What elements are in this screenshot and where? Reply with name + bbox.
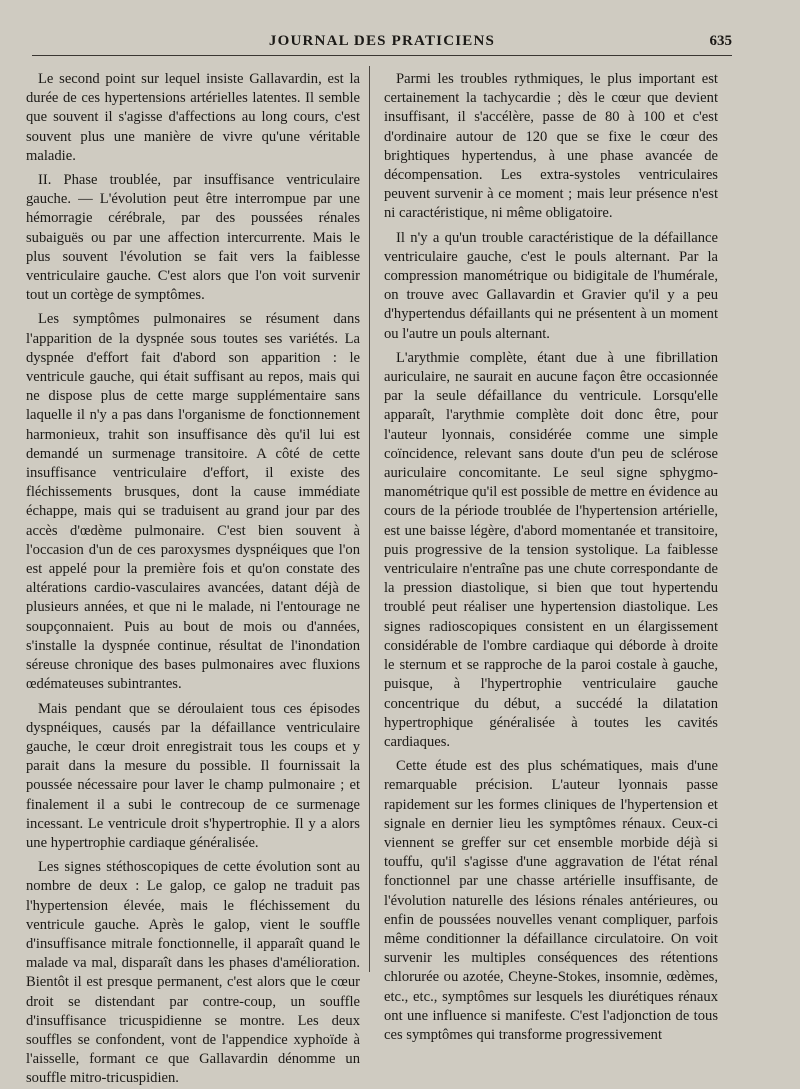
paragraph: Le second point sur lequel insiste Gallavardin, est la durée de ces hypertensions artérielles latentes. Il semble que souvent il s'agisse d'affections au long cours, c'est souvent plus une manière de vivre qu'une véritable maladie. (26, 71, 360, 164)
paragraph: Les signes stéthoscopiques de cette évolution sont au nombre de deux : Le galop, ce galop ne traduit pas l'hypertension élevée, mais le fléchissement du ventricule gauche. Après le galop, vient le souffle d'insuffisance mitrale fonctionnelle, il apparaît quand le malade va mal, disparaît dans les phases d'amélioration. Bientôt il est presque permanent, c'est alors que le cœur droit se distendant par contre-coup, un souffle d'insuffisance tricuspidienne se montre. Les deux souffles se confondent, vont de l'appendice xyphoïde à l'aisselle, formant ce que Gallavardin dénomme un souffle mitro-tricuspidien. (26, 859, 360, 1087)
paragraph: Il n'y a qu'un trouble caractéristique de la défaillance ventriculaire gauche, c'est le pouls alternant. Par la compression manométrique ou bidigitale de l'humérale, on trouve avec Gallavardin et Gravier qu'il y a peu d'hypertendus défaillants qui ne présentent à un moment ou l'autre un pouls alternant. (384, 229, 718, 342)
paragraph: L'arythmie complète, étant due à une fibrillation auriculaire, ne saurait en aucune façon être occasionnée par la seule défaillance du ventricule. Lorsqu'elle apparaît, l'arythmie complète doit donc être, pour l'auteur lyonnais, considérée comme une simple coïncidence, relevant sans doute d'un peu de sclérose auriculaire concomitante. Le seul signe sphygmo-manométrique qu'il est possible de mettre en évidence au cours de la période troublée de l'hypertension artérielle, est une baisse légère, d'abord momentanée et transitoire, puis progressive de la tension systolique. La faiblesse ventriculaire n'entraîne pas une chute correspondante de la pression diastolique, si bien que tout hypertendu troublé peut réaliser une hypertension diastolique. Les signes radioscopiques consistent en un élargissement considérable de l'ombre cardiaque qui déborde à droite le sternum et se rapproche de la paroi costale à gauche, puisque, à l'hypertrophie ventriculaire gauche concentrique du début, a succédé la dilatation hypertrophique généralisée à toutes les cavités cardiaques. (384, 349, 718, 750)
paragraph: Cette étude est des plus schématiques, mais d'une remarquable précision. L'auteur lyonnais passe rapidement sur les formes cliniques de l'hypertension et signale en dernier lieu les symptômes rénaux. Ceux-ci viennent se greffer sur cet ensemble morbide déjà si touffu, qu'il s'agisse d'une aggravation de l'état rénal fonctionnel par une chasse artérielle insuffisante, de l'évolution naturelle des lésions rénales antérieures, ou enfin de poussées nouvelles venant compliquer, parfois même conditionner la défaillance circulatoire. On voit survenir les multiples conséquences des rétentions chlorurée ou azotée, Cheyne-Stokes, insomnie, œdèmes, etc., etc., symptômes sur lesquels les diurétiques rénaux ont une influence si manifeste. C'est l'adjonction de tous ces symptômes qui transforme progressivement (384, 758, 718, 1043)
paragraph: Les symptômes pulmonaires se résument dans l'apparition de la dyspnée sous toutes ses variétés. La dyspnée d'effort fait d'abord son apparition : le ventricule gauche, qui était suffisant au repos, mais qui ne dispose plus de cette marge supplémentaire sans laquelle il n'y a pas dans l'organisme de fonctionnement harmonieux, trahit son insuffisance dès qu'il lui est demandé un surmenage transitoire. A côté de cette insuffisance ventriculaire d'effort, il existe des fléchissements brusques, dont la cause immédiate échappe, mais qui se traduisent au grand jour par des accès d'œdème pulmonaire. C'est bien souvent à l'occasion d'un de ces paroxysmes dyspnéiques que l'on est appelé pour la première fois et qu'on constate des altérations cardio-vasculaires avancées, datant déjà de plusieurs années, et que ni le malade, ni l'entourage ne soupçonnaient. Puis au bout de mois ou d'années, s'installe la dyspnée continue, résultat de l'inondation séreuse chronique des bases pulmonaires avec fluxions œdémateuses subintrantes. (26, 311, 360, 693)
right-column (384, 70, 718, 1045)
journal-title: JOURNAL DES PRATICIENS (268, 33, 496, 49)
page-number: 635 (709, 33, 732, 49)
paragraph: Mais pendant que se déroulaient tous ces épisodes dyspnéiques, causés par la défaillance ventriculaire gauche, le cœur droit enregistrait tous les coups et y parait dans la mesure du possible. Il fournissait la poussée nécessaire pour laver le champ pulmonaire ; et finalement il a subi le contrecoup de ce surmenage incessant. Le ventricule droit s'hypertrophie. Il y a alors une hypertrophie cardiaque généralisée. (26, 700, 360, 851)
left-column (26, 70, 360, 1089)
column-divider (369, 66, 370, 972)
section-heading-paragraph: II. Phase troublée, par insuffisance ventriculaire gauche. — L'évolution peut être interrompue par une hémorragie cérébrale, par des poussées rénales subaiguës ou par une affection intercurrente. Mais le plus souvent l'évolution se fait vers la faiblesse ventriculaire gauche. C'est alors que l'on voit survenir tout un cortège de symptômes. (26, 172, 360, 304)
running-header (32, 33, 732, 56)
paragraph: Parmi les troubles rythmiques, le plus important est certainement la tachycardie ; dès le cœur que devient insuffisant, il s'accélère, passe de 80 à 100 et c'est d'ordinaire autour de 120 que se fixe le cœur des brightiques hypertendus, à une phase avancée de décompensation. Les extra-systoles ventriculaires peuvent survenir à ce moment ; mais leur présence n'est ni caractéristique, ni même obligatoire. (384, 71, 718, 222)
